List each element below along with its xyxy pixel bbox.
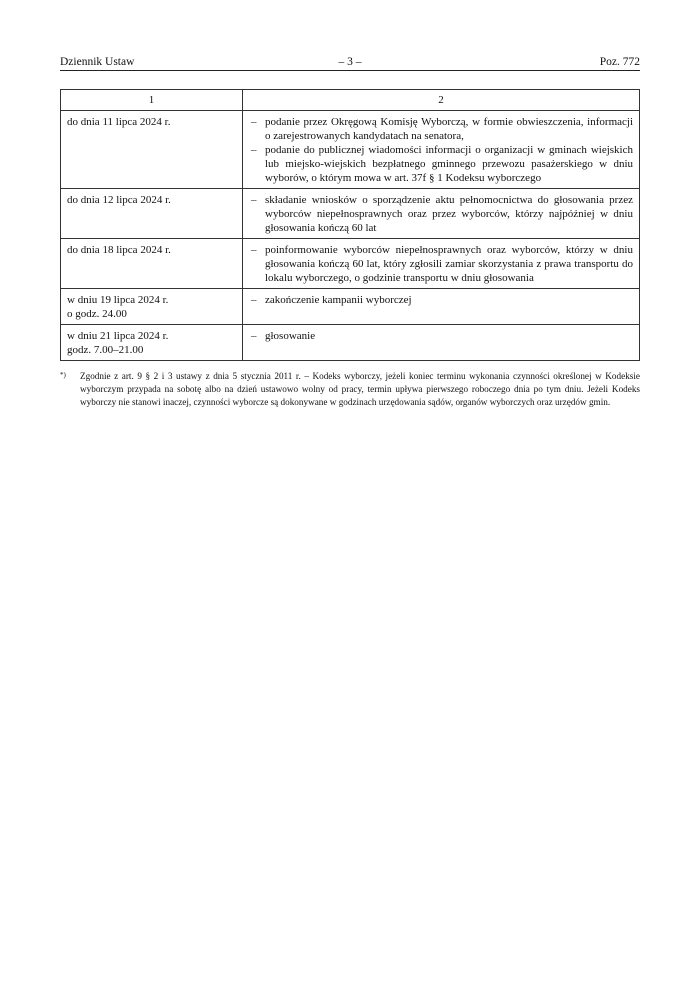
- activity-text: zakończenie kampanii wyborczej: [265, 294, 412, 306]
- date-line: godz. 7.00–21.00: [67, 344, 144, 356]
- list-item: [249, 143, 633, 185]
- dash-bullet: –: [251, 330, 257, 342]
- list-item: [249, 243, 633, 285]
- activity-cell: [243, 325, 640, 361]
- list-item: [249, 115, 633, 143]
- date-cell: [61, 289, 243, 325]
- footnote-text: Zgodnie z art. 9 § 2 i 3 ustawy z dnia 5 stycznia 2011 r. – Kodeks wyborczy, jeżeli koniec terminu wykonania czynności określonej w Kodeksie wyborczym przypada na sobotę albo na dzień ustawowo wolny od pracy, termin upływa pierwszego roboczego dnia po tym dniu. Jeżeli Kodeks wyborczy nie stanowi inaczej, czynności wyborcze są dokonywane w godzinach urzędowania sądów, organów wyborczych oraz urzędów gmin.: [80, 371, 640, 407]
- activity-list: [249, 193, 633, 235]
- table-header-row: [61, 90, 640, 111]
- page-header: [60, 54, 640, 71]
- date-cell: [61, 239, 243, 289]
- column-header-2: 2: [243, 90, 640, 111]
- date-line: do dnia 12 lipca 2024 r.: [67, 194, 171, 206]
- date-cell: [61, 111, 243, 189]
- activity-cell: [243, 189, 640, 239]
- activity-list: [249, 115, 633, 185]
- dash-bullet: –: [251, 144, 257, 156]
- position-number: Poz. 772: [599, 56, 640, 68]
- table-row: [61, 325, 640, 361]
- activity-list: [249, 329, 633, 343]
- activity-text: podanie do publicznej wiadomości informacji o organizacji w gminach wiejskich lub miejsko-wiejskich bezpłatnego gminnego przewozu pasażerskiego w dniu wyborów, o którym mowa w art. 37f § 1 Kodeksu wyborczego: [265, 144, 633, 184]
- date-cell: [61, 189, 243, 239]
- date-line: w dniu 21 lipca 2024 r.: [67, 330, 169, 342]
- column-header-1: 1: [61, 90, 243, 111]
- activity-text: składanie wniosków o sporządzenie aktu pełnomocnictwa do głosowania przez wyborców niepełnosprawnych oraz przez wyborców, którzy najpóźniej w dniu głosowania kończą 60 lat: [265, 194, 633, 234]
- date-line: w dniu 19 lipca 2024 r.: [67, 294, 169, 306]
- list-item: [249, 193, 633, 235]
- activity-cell: [243, 239, 640, 289]
- activity-text: poinformowanie wyborców niepełnosprawnych oraz wyborców, którzy w dniu głosowania kończą 60 lat, który zgłosili zamiar skorzystania z prawa transportu do lokalu wyborczego, o godzinie transportu w dniu głosowania: [265, 244, 633, 284]
- activity-text: głosowanie: [265, 330, 316, 342]
- activity-cell: [243, 111, 640, 189]
- table-row: [61, 189, 640, 239]
- journal-title: Dziennik Ustaw: [60, 56, 135, 68]
- footnote: [60, 370, 640, 409]
- activity-cell: [243, 289, 640, 325]
- dash-bullet: –: [251, 194, 257, 206]
- activity-list: [249, 243, 633, 285]
- page-number: – 3 –: [338, 56, 362, 68]
- dash-bullet: –: [251, 294, 257, 306]
- footnote-mark: *): [60, 371, 66, 379]
- list-item: [249, 329, 633, 343]
- list-item: [249, 293, 633, 307]
- date-cell: [61, 325, 243, 361]
- date-line: do dnia 11 lipca 2024 r.: [67, 116, 171, 128]
- activity-text: podanie przez Okręgową Komisję Wyborczą, w formie obwieszczenia, informacji o zarejestrowanych kandydatach na senatora,: [265, 116, 633, 142]
- table-row: [61, 111, 640, 189]
- activity-list: [249, 293, 633, 307]
- dash-bullet: –: [251, 116, 257, 128]
- date-line: do dnia 18 lipca 2024 r.: [67, 244, 171, 256]
- date-line: o godz. 24.00: [67, 308, 127, 320]
- election-schedule-table: [60, 89, 640, 361]
- dash-bullet: –: [251, 244, 257, 256]
- table-row: [61, 289, 640, 325]
- table-row: [61, 239, 640, 289]
